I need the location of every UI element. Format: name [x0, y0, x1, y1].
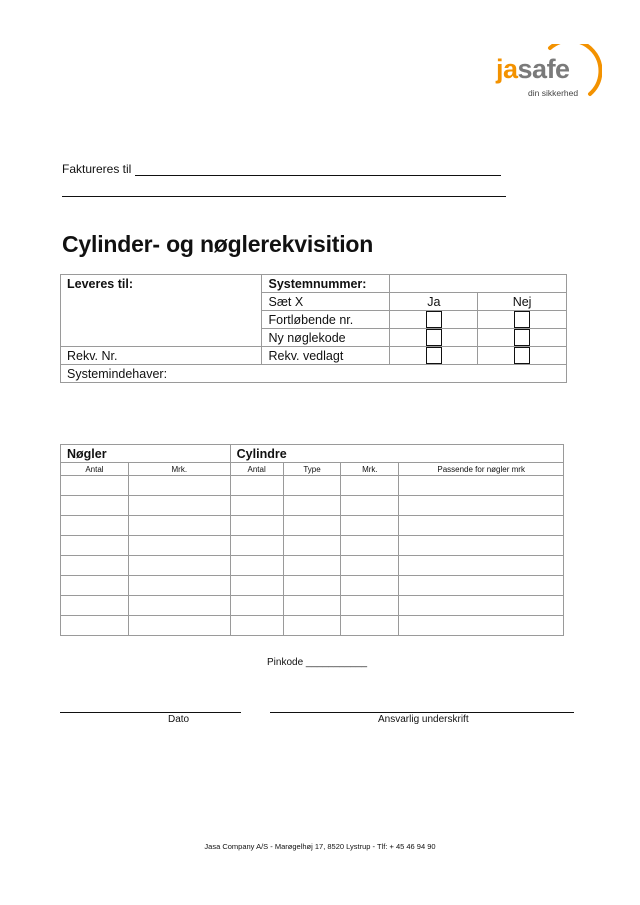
cell-antal-cylindre[interactable]: [230, 536, 283, 556]
saet-x-label: Sæt X: [262, 293, 390, 311]
col-type: Type: [283, 463, 341, 476]
cell-mrk-noegler[interactable]: [128, 536, 230, 556]
logo-ja: ja: [496, 54, 518, 84]
jasafe-logo: [490, 44, 610, 104]
cell-type[interactable]: [283, 556, 341, 576]
cell-passende[interactable]: [399, 536, 564, 556]
cell-mrk-cylindre[interactable]: [341, 516, 399, 536]
col-antal-cylindre: Antal: [230, 463, 283, 476]
pinkode-field[interactable]: ___________: [305, 657, 368, 668]
cell-type[interactable]: [283, 536, 341, 556]
cell-antal-cylindre[interactable]: [230, 476, 283, 496]
nej-header: Nej: [478, 293, 567, 311]
cell-mrk-cylindre[interactable]: [341, 496, 399, 516]
cell-type[interactable]: [283, 596, 341, 616]
systemnummer-field[interactable]: [390, 275, 567, 293]
cell-type[interactable]: [283, 496, 341, 516]
cell-antal-noegler[interactable]: [61, 596, 129, 616]
cell-passende[interactable]: [399, 596, 564, 616]
logo-tagline: din sikkerhed: [528, 88, 579, 98]
ny-noglekode-ja-cell: [390, 329, 478, 347]
table-row: [61, 556, 564, 576]
table-row: [61, 576, 564, 596]
cell-mrk-noegler[interactable]: [128, 616, 230, 636]
fortlobende-nej-cell: [478, 311, 567, 329]
cell-passende[interactable]: [399, 556, 564, 576]
fortlobende-ja-checkbox[interactable]: [426, 311, 442, 328]
logo-safe: safe: [517, 54, 570, 84]
dato-line[interactable]: [60, 712, 241, 713]
col-antal-noegler: Antal: [61, 463, 129, 476]
ny-noglekode-nej-checkbox[interactable]: [514, 329, 530, 346]
cell-mrk-noegler[interactable]: [128, 496, 230, 516]
fortlobende-ja-cell: [390, 311, 478, 329]
rekv-vedlagt-nej-checkbox[interactable]: [514, 347, 530, 364]
table-row: [61, 496, 564, 516]
cell-passende[interactable]: [399, 516, 564, 536]
rekv-vedlagt-label: Rekv. vedlagt: [262, 347, 390, 365]
cell-antal-noegler[interactable]: [61, 496, 129, 516]
cell-mrk-cylindre[interactable]: [341, 576, 399, 596]
col-mrk-cylindre: Mrk.: [341, 463, 399, 476]
footer-address: Jasa Company A/S - Marøgelhøj 17, 8520 Lystrup - Tlf: + 45 46 94 90: [204, 842, 436, 851]
invoice-line-2[interactable]: [62, 196, 506, 197]
cell-antal-cylindre[interactable]: [230, 596, 283, 616]
rekv-nr-label: Rekv. Nr.: [61, 347, 262, 365]
cell-mrk-noegler[interactable]: [128, 556, 230, 576]
leveres-til-field-cont[interactable]: [61, 311, 262, 329]
cell-antal-cylindre[interactable]: [230, 576, 283, 596]
page-title: Cylinder- og nøglerekvisition: [62, 231, 374, 257]
cell-antal-cylindre[interactable]: [230, 496, 283, 516]
pinkode: [267, 657, 367, 668]
rekv-vedlagt-ja-cell: [390, 347, 478, 365]
table-row: [61, 516, 564, 536]
cell-antal-noegler[interactable]: [61, 616, 129, 636]
items-table: [60, 444, 564, 636]
section-cylindre: Cylindre: [230, 445, 563, 463]
ja-header: Ja: [390, 293, 478, 311]
systemindehaver-label: Systemindehaver:: [61, 365, 567, 383]
systemnummer-label: Systemnummer:: [262, 275, 390, 293]
fortlobende-label: Fortløbende nr.: [262, 311, 390, 329]
invoice-label: Faktureres til: [62, 162, 132, 176]
cell-passende[interactable]: [399, 476, 564, 496]
cell-mrk-cylindre[interactable]: [341, 616, 399, 636]
cell-passende[interactable]: [399, 616, 564, 636]
table-row: [61, 616, 564, 636]
leveres-til-field-end[interactable]: [61, 329, 262, 347]
cell-antal-cylindre[interactable]: [230, 556, 283, 576]
cell-mrk-cylindre[interactable]: [341, 536, 399, 556]
cell-passende[interactable]: [399, 496, 564, 516]
cell-type[interactable]: [283, 616, 341, 636]
table-row: [61, 596, 564, 616]
cell-mrk-cylindre[interactable]: [341, 556, 399, 576]
underskrift-label: Ansvarlig underskrift: [378, 714, 469, 725]
ny-noglekode-label: Ny nøglekode: [262, 329, 390, 347]
cell-mrk-noegler[interactable]: [128, 476, 230, 496]
cell-antal-cylindre[interactable]: [230, 516, 283, 536]
table-row: [61, 476, 564, 496]
cell-antal-noegler[interactable]: [61, 556, 129, 576]
rekv-vedlagt-ja-checkbox[interactable]: [426, 347, 442, 364]
cell-antal-noegler[interactable]: [61, 516, 129, 536]
cell-mrk-cylindre[interactable]: [341, 596, 399, 616]
leveres-til-label: Leveres til:: [61, 275, 262, 293]
leveres-til-field[interactable]: [61, 293, 262, 311]
section-noegler: Nøgler: [61, 445, 231, 463]
invoice-line-1[interactable]: [135, 175, 501, 176]
cell-mrk-cylindre[interactable]: [341, 476, 399, 496]
cell-type[interactable]: [283, 476, 341, 496]
dato-label: Dato: [168, 714, 190, 725]
cell-mrk-noegler[interactable]: [128, 576, 230, 596]
col-passende: Passende for nøgler mrk: [399, 463, 564, 476]
ny-noglekode-nej-cell: [478, 329, 567, 347]
order-table: [60, 274, 567, 383]
col-mrk-noegler: Mrk.: [128, 463, 230, 476]
cell-antal-noegler[interactable]: [61, 576, 129, 596]
items-body: [61, 476, 564, 636]
ny-noglekode-ja-checkbox[interactable]: [426, 329, 442, 346]
cell-type[interactable]: [283, 516, 341, 536]
fortlobende-nej-checkbox[interactable]: [514, 311, 530, 328]
rekv-vedlagt-nej-cell: [478, 347, 567, 365]
cell-antal-noegler[interactable]: [61, 476, 129, 496]
underskrift-line[interactable]: [270, 712, 574, 713]
cell-mrk-noegler[interactable]: [128, 596, 230, 616]
cell-mrk-noegler[interactable]: [128, 516, 230, 536]
logo-wordmark: [496, 56, 570, 83]
cell-passende[interactable]: [399, 576, 564, 596]
cell-antal-noegler[interactable]: [61, 536, 129, 556]
table-row: [61, 536, 564, 556]
pinkode-label: Pinkode: [267, 657, 304, 668]
cell-type[interactable]: [283, 576, 341, 596]
cell-antal-cylindre[interactable]: [230, 616, 283, 636]
